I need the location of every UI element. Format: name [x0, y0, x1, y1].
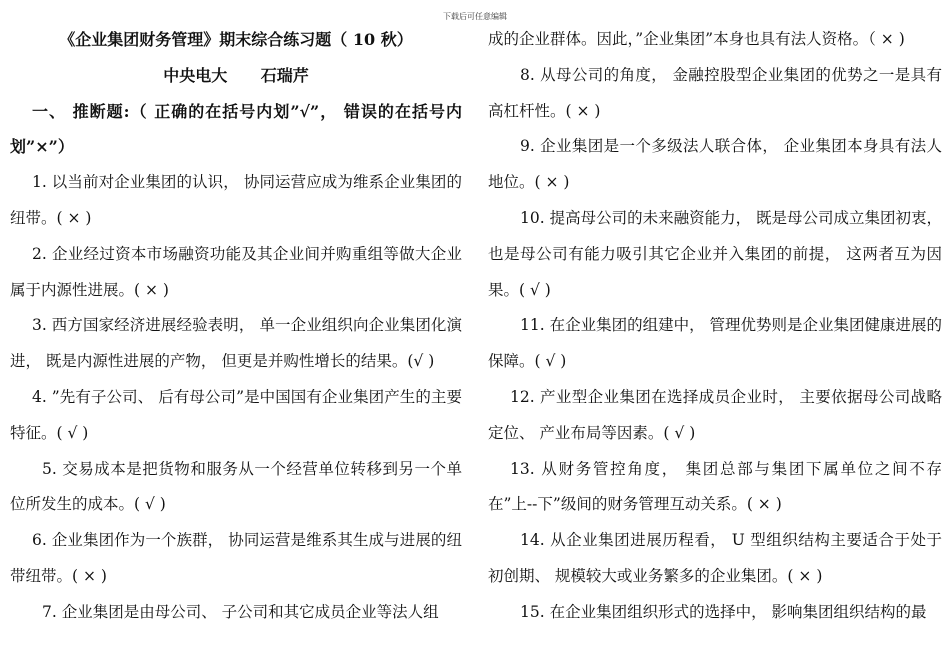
left-column — [10, 22, 462, 631]
question-4: 4. ”先有子公司、 后有母公司”是中国国有企业集团产生的主要特征。( √ ) — [10, 387, 462, 442]
question-7-end: 成的企业群体。因此，”企业集团”本身也具有法人资格。（ × ) — [488, 30, 905, 48]
question-6: 6. 企业集团作为一个族群， 协同运营是维系其生成与进展的纽带纽带。( × ) — [10, 531, 462, 585]
question-1: 1. 以当前对企业集团的认识， 协同运营应成为维系企业集团的纽带。( × ) — [10, 173, 462, 227]
question-7-start: 7. 企业集团是由母公司、 子公司和其它成员企业等法人组 — [42, 602, 439, 621]
question-5: 5. 交易成本是把货物和服务从一个经营单位转移到另一个单位所发生的成本。( √ ) — [10, 459, 462, 514]
question-10: 10. 提高母公司的未来融资能力， 既是母公司成立集团初衷， 也是母公司有能力吸引其它企业并入集团的前提， 这两者互为因果。( √ ) — [488, 208, 943, 299]
question-15-start: 15. 在企业集团组织形式的选择中， 影响集团组织结构的最 — [520, 602, 927, 621]
document-title: 《企业集团财务管理》期末综合练习题（ 10 秋） — [59, 30, 413, 49]
question-9: 9. 企业集团是一个多级法人联合体， 企业集团本身具有法人地位。( × ) — [488, 137, 942, 192]
header-note: 下载后可任意编辑 — [443, 12, 507, 21]
question-14: 14. 从企业集团进展历程看， U 型组织结构主要适合于处于初创期、 规模较大或业务繁多的企业集团。( × ) — [488, 531, 942, 585]
right-column — [488, 22, 942, 631]
question-11: 11. 在企业集团的组建中， 管理优势则是企业集团健康进展的保障。( √ ) — [488, 316, 943, 371]
question-2: 2. 企业经过资本市场融资功能及其企业间并购重组等做大企业属于内源性进展。( × ) — [10, 244, 462, 299]
question-12: 12. 产业型企业集团在选择成员企业时， 主要依据母公司战略定位、 产业布局等因素。( √ ) — [488, 387, 942, 442]
question-3: 3. 西方国家经济进展经验表明， 单一企业组织向企业集团化演进， 既是内源性进展的产物， 但更是并购性增长的结果。(√ ) — [10, 316, 462, 371]
question-8: 8. 从母公司的角度， 金融控股型企业集团的优势之一是具有高杠杆性。( × ) — [488, 65, 942, 120]
author-line: 中央电大 石瑞芹 — [163, 65, 309, 85]
section-heading: 一、 推断题:（ 正确的在括号内划”√”， 错误的在括号内划”×”） — [10, 101, 462, 157]
question-13: 13. 从财务管控角度， 集团总部与集团下属单位之间不存在”上--下”级间的财务管理互动关系。( × ) — [488, 459, 942, 514]
